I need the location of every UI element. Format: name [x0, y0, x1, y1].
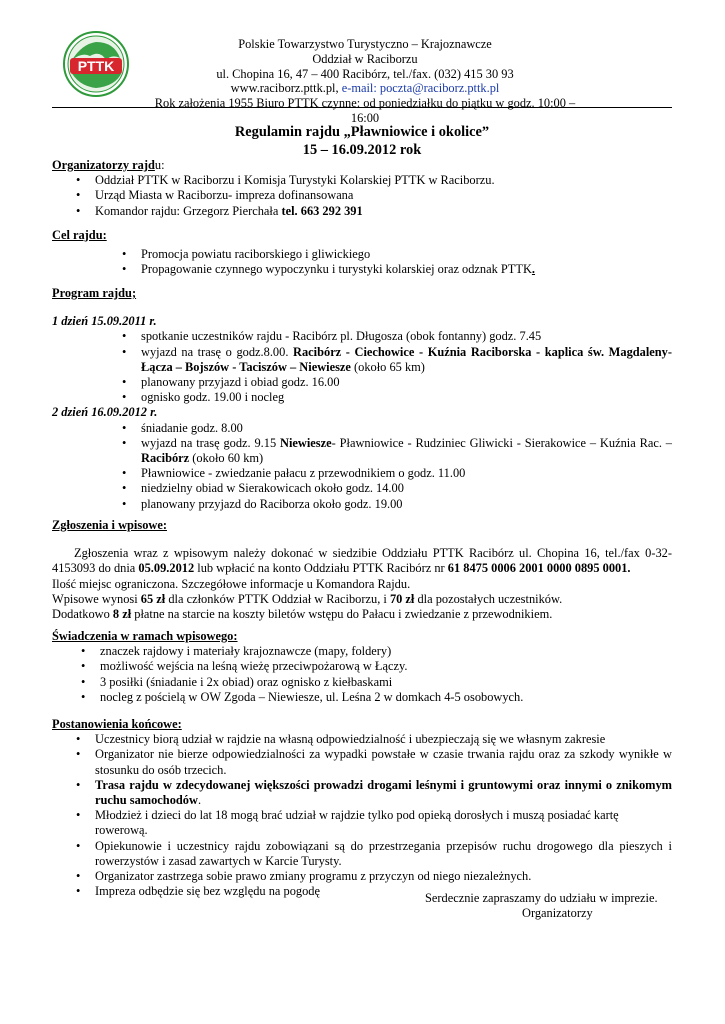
- list-item: • wyjazd na trasę godz. 9.15 Niewiesze- Pławniowice - Rudziniec Gliwicki - Sierakowice – Kuźnia Rac. – Racibórz (około 60 km): [141, 436, 672, 466]
- list-item: • możliwość wejścia na leśną wieżę przeciwpożarową w Łączy.: [100, 659, 672, 674]
- day-2-list: [141, 421, 672, 512]
- list-item: • 3 posiłki (śniadanie i 2x obiad) oraz ognisko z kiełbaskami: [100, 675, 672, 690]
- list-item: • ognisko godz. 19.00 i nocleg: [141, 390, 672, 405]
- closing-invitation: Serdecznie zapraszamy do udziału w imprezie.: [425, 891, 658, 905]
- rules-list: [95, 732, 672, 899]
- extra-fee-info: Dodatkowo 8 zł płatne na starcie na koszty biletów wstępu do Pałacu i zwiedzanie z przewodnikiem.: [52, 607, 553, 622]
- list-item: • spotkanie uczestników rajdu - Racibórz pl. Długosza (obok fontanny) godz. 7.45: [141, 329, 672, 344]
- title-line-2: 15 – 16.09.2012 rok: [302, 141, 422, 158]
- organizers-list: [95, 173, 672, 219]
- list-item: • Promocja powiatu raciborskiego i gliwickiego: [141, 247, 672, 262]
- bank-account: 61 8475 0006 2001 0000 0895 0001.: [447, 561, 631, 576]
- list-item: • nocleg z pościelą w OW Zgoda – Niewiesze, ul. Leśna 2 w domkach 4-5 osobowych.: [100, 690, 672, 705]
- list-item: • Organizator nie bierze odpowiedzialności za wypadki powstałe w czasie trwania rajdu oraz za szkody wynikłe w stosunku do osób trzecich.: [95, 747, 672, 777]
- day-1-list: [141, 329, 672, 405]
- website: www.raciborz.pttk.pl,: [230, 81, 342, 96]
- program-section: [52, 286, 672, 512]
- address: ul. Chopina 16, 47 – 400 Racibórz, tel./fax. (032) 415 30 93: [216, 66, 514, 81]
- goal-heading: Cel rajdu:: [52, 228, 107, 242]
- organizers-section: [52, 158, 672, 219]
- email-link[interactable]: e-mail: poczta@raciborz.pttk.pl: [341, 81, 500, 96]
- document-title: [52, 124, 672, 159]
- org-name: Polskie Towarzystwo Turystyczno – Krajoznawcze: [238, 37, 492, 51]
- benefits-section: [52, 629, 672, 705]
- list-item: • Trasa rajdu w zdecydowanej większości prowadzi drogami leśnymi i gruntowymi oraz innymi o znikomym ruchu samochodów.: [95, 778, 672, 808]
- list-item: • Opiekunowie i uczestnicy rajdu zobowiązani są do przestrzegania przepisów ruchu drogowego dla pieszych i rowerzystów i zasad zawartych w Karcie Turysty.: [95, 839, 672, 869]
- fee-info: Wpisowe wynosi 65 zł dla członków PTTK Oddział w Raciborzu, i 70 zł dla pozostałych uczestników.: [52, 591, 563, 606]
- title-line-1: Regulamin rajdu „Pławniowice i okolice”: [234, 124, 490, 140]
- list-item: • Propagowanie czynnego wypoczynku i turystyki kolarskiej oraz odznak PTTK.: [141, 262, 672, 277]
- list-item: • śniadanie godz. 8.00: [141, 421, 672, 436]
- logo-text: PTTK: [77, 58, 115, 74]
- letterhead: [140, 37, 590, 126]
- list-item: • planowany przyjazd i obiad godz. 16.00: [141, 375, 672, 390]
- goal-list: [141, 247, 672, 277]
- commander-phone: tel. 663 292 391: [281, 203, 363, 218]
- registration-section: [52, 518, 672, 622]
- day-1-label: 1 dzień 15.09.2011 r.: [52, 314, 157, 329]
- office-hours: Rok założenia 1955 Biuro PTTK czynne: od poniedziałku do piątku w godz. 10:00 – 16:00: [154, 96, 576, 125]
- benefits-list: [100, 644, 672, 705]
- registration-paragraph: Zgłoszenia wraz z wpisowym należy dokonać w siedzibie Oddziału PTTK Racibórz ul. Chopina 16, tel./fax 0-32-4153093 do dnia 05.09.2012 lub wpłacić na konto Oddziału PTTK Racibórz nr 61 8475 0006 2001 0000 0895 0001.: [52, 546, 672, 576]
- rules-section: [52, 717, 672, 899]
- program-heading: Program rajdu;: [52, 286, 137, 300]
- header-divider: [52, 107, 672, 108]
- list-item: • znaczek rajdowy i materiały krajoznawcze (mapy, foldery): [100, 644, 672, 659]
- list-item: • niedzielny obiad w Sierakowicach około godz. 14.00: [141, 481, 672, 496]
- registration-heading: Zgłoszenia i wpisowe:: [52, 518, 167, 532]
- benefits-heading: Świadczenia w ramach wpisowego:: [52, 629, 238, 643]
- list-item: • planowany przyjazd do Raciborza około godz. 19.00: [141, 497, 672, 512]
- list-item: • wyjazd na trasę o godz.8.00. Racibórz - Ciechowice - Kuźnia Raciborska - kaplica św. Magdaleny-Łącza – Bojszów - Taciszów – Niewiesze (około 65 km): [141, 345, 672, 375]
- list-item: • Komandor rajdu: Grzegorz Pierchała tel. 663 292 391: [95, 204, 672, 219]
- registration-note: Ilość miejsc ograniczona. Szczegółowe informacje u Komandora Rajdu.: [52, 576, 411, 591]
- branch-name: Oddział w Raciborzu: [312, 51, 418, 66]
- closing-signature: Organizatorzy: [522, 906, 593, 921]
- list-item: • Organizator zastrzega sobie prawo zmiany programu z przyczyn od niego niezależnych.: [95, 869, 672, 884]
- rules-heading: Postanowienia końcowe:: [52, 717, 182, 731]
- web-contact: [140, 81, 590, 96]
- pttk-logo: [62, 30, 130, 98]
- organizers-heading: Organizatorzy rajdu:: [52, 158, 165, 172]
- list-item: • Oddział PTTK w Raciborzu i Komisja Turystyki Kolarskiej PTTK w Raciborzu.: [95, 173, 672, 188]
- list-item: • Młodzież i dzieci do lat 18 mogą brać udział w rajdzie tylko pod opieką dorosłych i muszą posiadać kartę rowerową.: [95, 808, 672, 838]
- list-item: • Uczestnicy biorą udział w rajdzie na własną odpowiedzialność i ubezpieczają się we własnym zakresie: [95, 732, 672, 747]
- closing: [425, 891, 705, 921]
- goal-section: [52, 228, 672, 278]
- day-2-label: 2 dzień 16.09.2012 r.: [52, 405, 158, 420]
- list-item: • Urząd Miasta w Raciborzu- impreza dofinansowana: [95, 188, 672, 203]
- list-item: • Impreza odbędzie się bez względu na pogodę: [95, 884, 672, 899]
- list-item: • Pławniowice - zwiedzanie pałacu z przewodnikiem o godz. 11.00: [141, 466, 672, 481]
